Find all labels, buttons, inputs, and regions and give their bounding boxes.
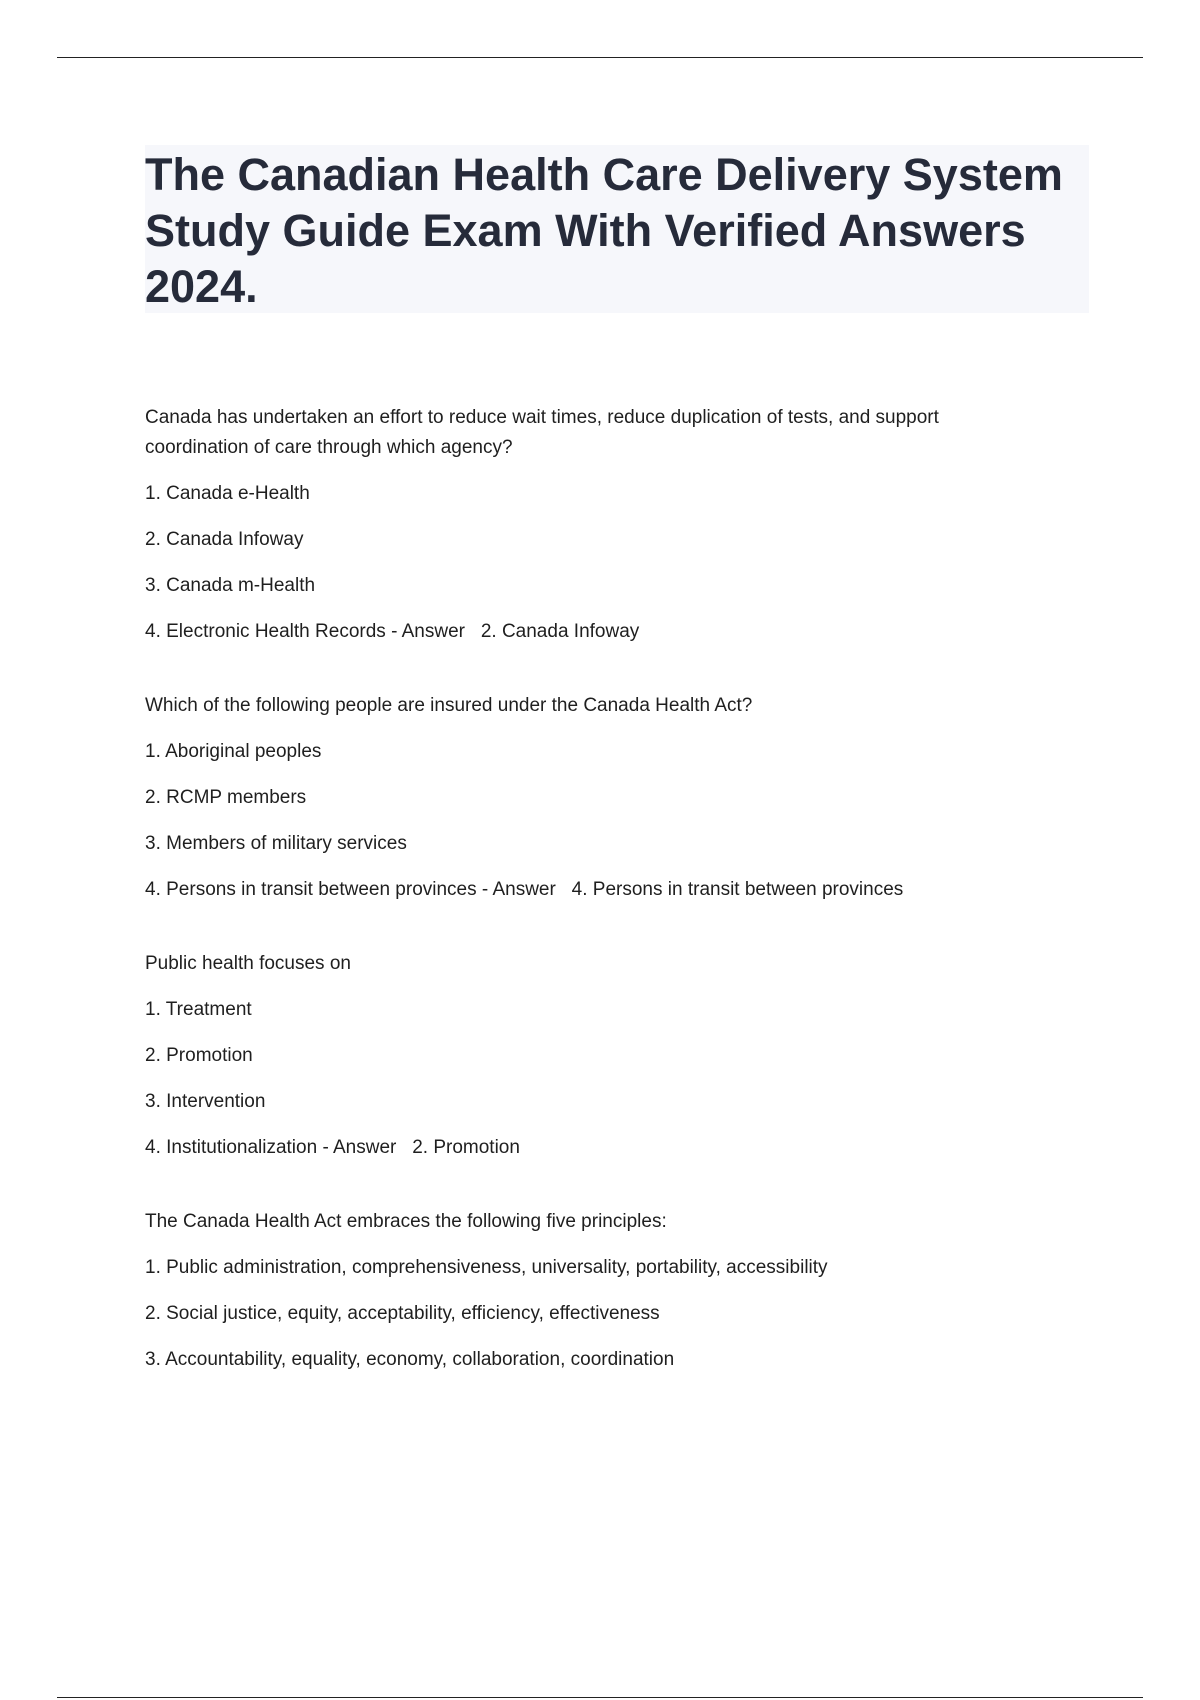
- option-item: 3. Members of military services: [145, 833, 407, 854]
- option-item: 2. Promotion: [145, 1045, 253, 1066]
- answer-text: 2. Canada Infoway: [480, 621, 640, 642]
- option-item: 2. RCMP members: [145, 787, 307, 808]
- option-text: 4. Persons in transit between provinces: [145, 879, 477, 900]
- option-item: 3. Canada m-Health: [145, 575, 316, 596]
- option-list: [145, 995, 1045, 1163]
- option-item-with-answer: [145, 875, 1045, 905]
- bottom-rule: [57, 1697, 1143, 1698]
- document-title: The Canadian Health Care Delivery System Study Guide Exam With Verified Answers 2024.: [145, 149, 1063, 312]
- option-item: 2. Social justice, equity, acceptability, efficiency, effectiveness: [145, 1303, 660, 1324]
- answer-text: 2. Promotion: [412, 1137, 520, 1158]
- option-text: 4. Electronic Health Records: [145, 621, 386, 642]
- option-item: 3. Accountability, equality, economy, collaboration, coordination: [145, 1349, 675, 1370]
- question-block: [145, 1207, 1045, 1375]
- answer-label: - Answer: [322, 1137, 397, 1158]
- option-item-with-answer: [145, 617, 1045, 647]
- option-text: 4. Institutionalization: [145, 1137, 318, 1158]
- answer-text: 4. Persons in transit between provinces: [571, 879, 904, 900]
- option-item: 1. Public administration, comprehensiveness, universality, portability, accessibility: [145, 1257, 828, 1278]
- question-block: [145, 949, 1045, 1163]
- title-block: [145, 145, 1089, 313]
- option-item: 1. Treatment: [145, 999, 252, 1020]
- option-item-with-answer: [145, 1133, 1045, 1163]
- option-item: 3. Intervention: [145, 1091, 266, 1112]
- question-block: [145, 403, 1045, 647]
- document-body: [145, 403, 1045, 1375]
- option-item: 1. Aboriginal peoples: [145, 741, 322, 762]
- question-text: Public health focuses on: [145, 953, 351, 974]
- option-item: 1. Canada e-Health: [145, 483, 310, 504]
- question-text: Canada has undertaken an effort to reduce wait times, reduce duplication of tests, and support coordination of care through which agency?: [145, 407, 939, 458]
- answer-label: - Answer: [481, 879, 556, 900]
- option-list: [145, 737, 1045, 905]
- top-rule: [57, 57, 1143, 58]
- question-block: [145, 691, 1045, 905]
- option-item: 2. Canada Infoway: [145, 529, 304, 550]
- question-text: Which of the following people are insured under the Canada Health Act?: [145, 695, 753, 716]
- option-list: [145, 1253, 1045, 1375]
- question-text: The Canada Health Act embraces the following five principles:: [145, 1211, 667, 1232]
- answer-label: - Answer: [391, 621, 465, 642]
- option-list: [145, 479, 1045, 647]
